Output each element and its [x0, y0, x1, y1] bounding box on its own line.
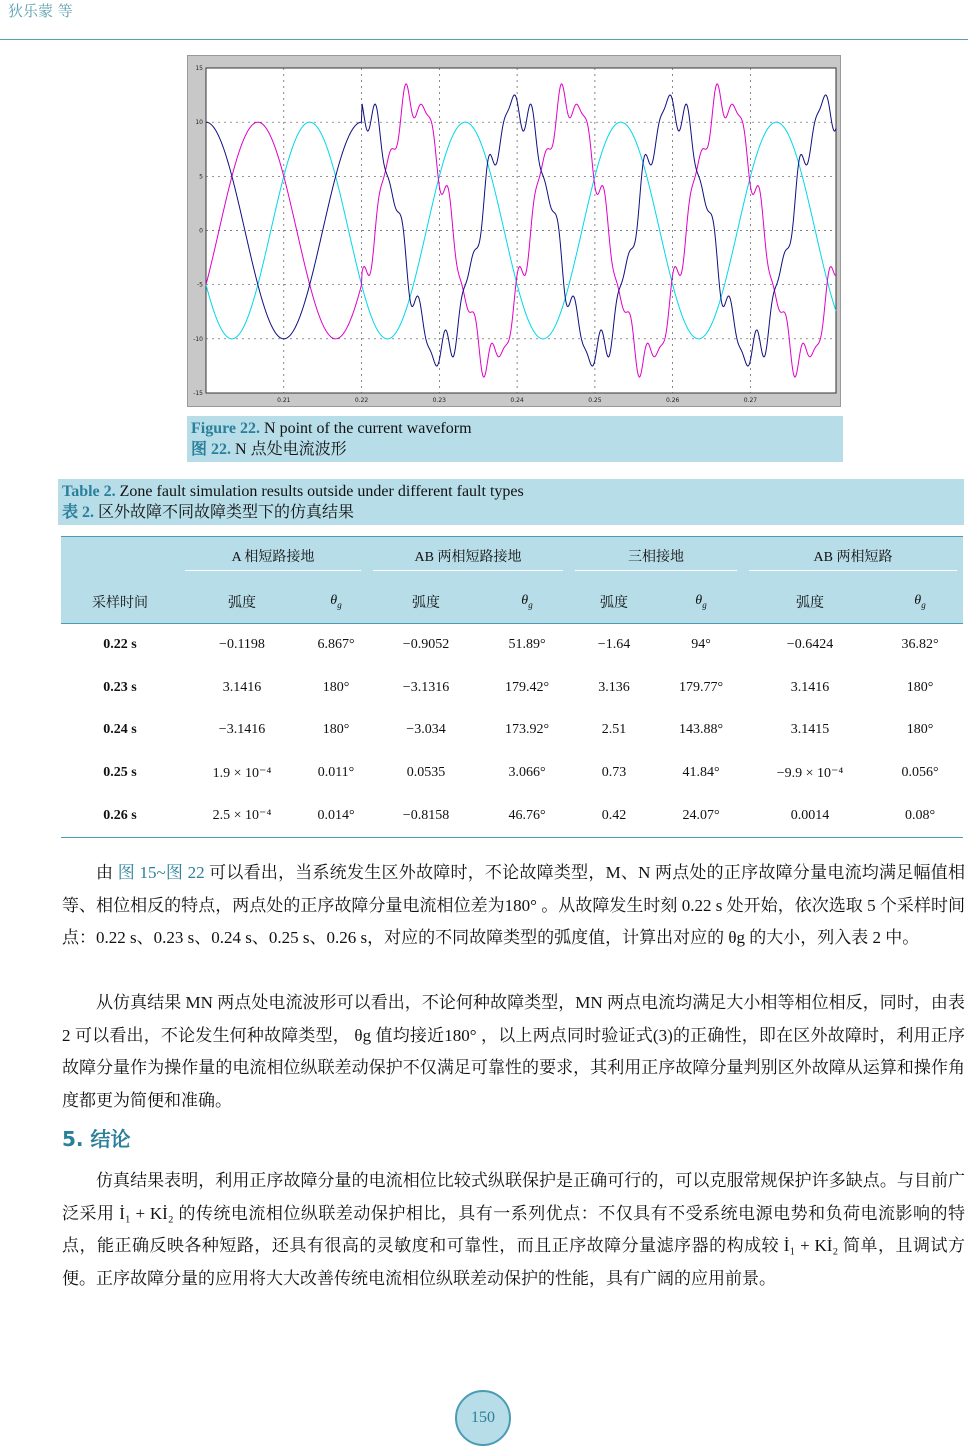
table-row — [61, 752, 963, 795]
table-header-groups — [61, 537, 963, 581]
y-tick-label: 15 — [195, 65, 203, 72]
arc-cell: 2.51 — [601, 722, 627, 738]
figure-reference-link[interactable]: 图 15~图 22 — [117, 863, 205, 882]
x-tick-label: 0.25 — [588, 397, 602, 404]
x-tick-label: 0.22 — [354, 397, 369, 404]
theta-cell: 24.07° — [682, 807, 720, 823]
theta-cell: 0.014° — [317, 807, 355, 823]
table-caption-text-zh: 区外故障不同故障类型下的仿真结果 — [94, 504, 355, 521]
theta-cell: 180° — [906, 722, 934, 738]
group-header: A 相短路接地 — [179, 537, 367, 581]
arc-header: 弧度 — [228, 595, 256, 611]
theta-header: $\theta_g$ — [330, 593, 342, 610]
theta-cell: 0.056° — [901, 765, 939, 781]
table-row — [61, 794, 963, 837]
y-tick-label: 10 — [195, 119, 203, 127]
y-tick-label: -10 — [193, 335, 203, 343]
figure-caption-label-zh: 图 22. — [191, 441, 232, 458]
arc-cell: 3.136 — [598, 679, 630, 695]
header-authors: 狄乐蒙 等 — [8, 2, 73, 20]
theta-cell: 179.42° — [504, 679, 550, 695]
sample-time-cell: 0.25 s — [103, 765, 137, 781]
arc-cell: −0.6424 — [786, 637, 834, 653]
arc-cell: −3.034 — [406, 722, 446, 738]
arc-cell: 3.1416 — [790, 679, 830, 695]
theta-cell: 180° — [906, 679, 934, 695]
x-tick-label: 0.21 — [277, 397, 291, 404]
sample-time-cell: 0.24 s — [103, 722, 137, 738]
y-tick-label: -15 — [193, 390, 203, 397]
y-tick-label: -5 — [197, 281, 203, 289]
arc-cell: −1.64 — [597, 637, 631, 653]
page-header — [0, 0, 968, 40]
theta-cell: 143.88° — [678, 722, 724, 738]
arc-header: 弧度 — [600, 595, 628, 611]
arc-cell: 2.5 × 10⁻⁴ — [212, 808, 272, 824]
arc-cell: −0.8158 — [402, 807, 450, 823]
table-caption-text-en: Zone fault simulation results outside under different fault types — [115, 483, 524, 500]
theta-cell: 0.011° — [317, 765, 355, 781]
paragraph-2: 从仿真结果 MN 两点处电流波形可以看出，不论何种故障类型，MN 两点电流均满足大小相等相位相反，同时，由表 2 可以看出，不论发生何种故障类型， θg 值均接近180° ，以上两点同时验证式(3)的正确性，即在区外故障时，利用正序故障分量作为操作量的电流相位纵联差动保护不仅满足可靠性的要求，其利用正序故障分量判别区外故障从运算和操作角度都更为简便和准确。 — [62, 993, 965, 1110]
theta-cell: 36.82° — [901, 637, 939, 653]
table-row — [61, 624, 963, 667]
x-tick-label: 0.27 — [743, 397, 758, 404]
y-tick-label: 5 — [199, 173, 203, 181]
arc-cell: 0.42 — [601, 807, 627, 823]
arc-cell: 0.0014 — [790, 807, 830, 823]
theta-cell: 0.08° — [904, 807, 936, 823]
arc-cell: 0.73 — [601, 765, 627, 781]
theta-cell: 180° — [322, 679, 350, 695]
arc-cell: −9.9 × 10⁻⁴ — [776, 765, 844, 781]
theta-cell: 41.84° — [682, 765, 720, 781]
arc-cell: 0.0535 — [406, 765, 446, 781]
x-tick-label: 0.26 — [665, 397, 680, 404]
theta-cell: 94° — [691, 637, 711, 653]
arc-header: 弧度 — [796, 595, 824, 611]
group-header: AB 两相短路 — [743, 537, 963, 581]
table-row — [61, 667, 963, 710]
theta-cell: 46.76° — [508, 807, 546, 823]
arc-cell: 1.9 × 10⁻⁴ — [212, 765, 272, 781]
theta-cell: 173.92° — [504, 722, 550, 738]
group-header: AB 两相短路接地 — [367, 537, 569, 581]
theta-cell: 3.066° — [508, 765, 546, 781]
arc-cell: −0.9052 — [402, 637, 450, 653]
arc-cell: −3.1416 — [218, 722, 266, 738]
x-tick-label: 0.23 — [432, 397, 447, 404]
table-caption — [58, 479, 964, 525]
table-row — [61, 709, 963, 752]
group-header: 三相接地 — [569, 537, 743, 581]
x-tick-label: 0.24 — [510, 397, 524, 404]
theta-header: $\theta_g$ — [914, 593, 926, 610]
arc-cell: 3.1416 — [222, 679, 262, 695]
theta-cell: 179.77° — [678, 679, 724, 695]
figure-caption-label-en: Figure 22. — [191, 420, 261, 437]
table-caption-label-zh: 表 2. — [62, 504, 95, 521]
figure-caption-text-en: N point of the current waveform — [260, 420, 472, 437]
arc-cell: −0.1198 — [219, 637, 265, 653]
figure-22-chart — [187, 55, 841, 407]
figure-caption-text-zh: N 点处电流波形 — [231, 441, 347, 458]
table-header-columns — [61, 580, 963, 624]
page-number: 150 — [455, 1390, 511, 1446]
theta-header: $\theta_g$ — [521, 593, 533, 610]
waveform-chart-svg — [188, 56, 840, 406]
theta-header: $\theta_g$ — [695, 593, 707, 610]
figure-caption — [187, 416, 843, 462]
table-caption-label-en: Table 2. — [62, 483, 116, 500]
arc-cell: 3.1415 — [790, 722, 830, 738]
theta-cell: 51.89° — [508, 637, 546, 653]
paragraph-3: 仿真结果表明，利用正序故障分量的电流相位比较式纵联保护是正确可行的，可以克服常规保护许多缺点。与目前广泛采用 İ₁ + Kİ₂ 的传统电流相位纵联差动保护相比，具有一系列优点：不仅具有不受系统电源电势和负荷电流影响的特点，能正确反映各种短路，还具有很高的灵敏度和可靠性，而且正序故障分量滤序器的构成较 İ₁ + Kİ₂ 简单，且调试方便。正序故障分量的应用将大大改善传统电流相位纵联差动保护的性能，具有广阔的应用前景。 — [62, 1171, 965, 1288]
sample-time-cell: 0.22 s — [103, 637, 137, 653]
section-title: 5. 结论 — [62, 1127, 131, 1151]
header-rule — [0, 39, 968, 40]
arc-header: 弧度 — [412, 595, 440, 611]
theta-cell: 180° — [322, 722, 350, 738]
sample-time-cell: 0.26 s — [103, 807, 137, 823]
arc-cell: −3.1316 — [402, 679, 450, 695]
sample-time-header: 采样时间 — [92, 595, 148, 611]
results-table — [61, 536, 963, 838]
results-table-wrapper — [61, 536, 963, 838]
theta-cell: 6.867° — [317, 637, 355, 653]
paragraph-1: 由 图 15~图 22 可以看出，当系统发生区外故障时，不论故障类型，M、N 两点处的正序故障分量电流均满足幅值相等、相位相反的特点，两点处的正序故障分量电流相位差为180° 。从故障发生时刻 0.22 s 处开始，依次选取 5 个采样时间点：0.22 s、0.23 s、0.24 s、0.25 s、0.26 s，对应的不同故障类型的弧度值，计算出对应的 θg 的大小，列入表 2 中。 — [62, 863, 966, 947]
sample-time-cell: 0.23 s — [103, 679, 137, 695]
y-tick-label: 0 — [199, 227, 203, 235]
